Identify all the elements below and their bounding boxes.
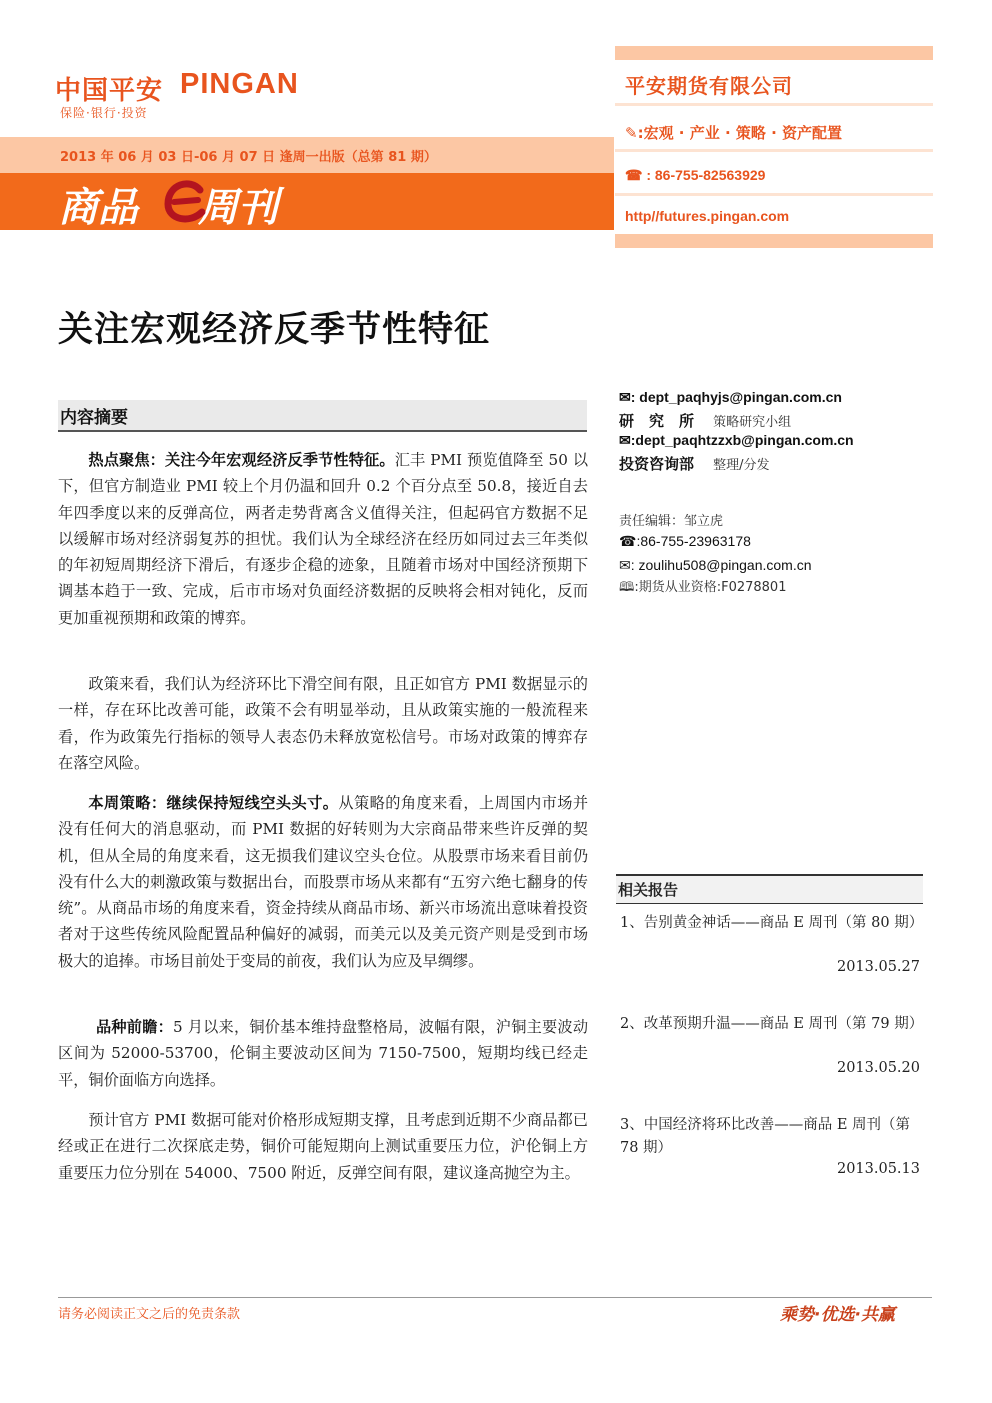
research-email[interactable]: ✉: dept_paqhyjs@pingan.com.cn bbox=[619, 389, 842, 405]
research-dept-row bbox=[619, 410, 791, 431]
consulting-dept-row bbox=[619, 453, 770, 474]
pingan-logo-tagline: 保险·银行·投资 bbox=[60, 106, 148, 120]
summary-heading: 内容摘要 bbox=[58, 400, 587, 432]
mail-icon: ✉ bbox=[619, 557, 631, 573]
phone-icon: ☎ bbox=[625, 167, 643, 183]
editor-email[interactable]: ✉: zoulihu508@pingan.com.cn bbox=[619, 557, 812, 573]
consulting-dept-label: 投资咨询部 bbox=[619, 455, 695, 473]
company-name: 平安期货有限公司 bbox=[625, 74, 793, 98]
consulting-role: 整理/分发 bbox=[713, 458, 770, 473]
phone-icon: ☎ bbox=[619, 533, 637, 549]
e-logo-icon bbox=[160, 176, 210, 226]
pen-icon: ✎ bbox=[625, 124, 638, 142]
related-report-date: 2013.05.13 bbox=[836, 1161, 920, 1177]
editor-cert: 🕮:期货从业资格:F0278801 bbox=[619, 576, 786, 600]
summary-paragraph-2: 政策来看，我们认为经济环比下滑空间有限，且正如官方 PMI 数据显示的一样，存在环比改善可能，政策不会有明显举动，且从政策实施的一般流程来看，作为政策先行指标的领导人表态仍未释放宽松信号。市场对政策的博弈存在落空风险。 bbox=[58, 675, 588, 772]
consulting-email[interactable]: ✉:dept_paqhtzzxb@pingan.com.cn bbox=[619, 432, 854, 448]
related-reports-heading: 相关报告 bbox=[616, 874, 923, 904]
footer-disclaimer[interactable]: 请务必阅读正文之后的免责条款 bbox=[58, 1307, 241, 1322]
summary-paragraph-5: 预计官方 PMI 数据可能对价格形成短期支撑，且考虑到近期不少商品都已经或正在进行二次探底走势，铜价可能短期向上测试重要压力位，沪伦铜上方重要压力位分别在 54000、7500 附近，反弹空间有限，建议逢高抛空为主。 bbox=[58, 1111, 588, 1182]
related-report-title[interactable]: 3、中国经济将环比改善——商品 E 周刊（第 78 期） bbox=[620, 1117, 911, 1156]
footer-motto: 乘势·优选·共赢 bbox=[780, 1305, 895, 1325]
masthead-left: 商品 bbox=[58, 185, 138, 231]
summary-paragraph-3: 本周策略：继续保持短线空头头寸。从策略的角度来看，上周国内市场并没有任何大的消息驱动，而 PMI 数据的好转则为大宗商品带来些许反弹的契机，但从全局的角度来看，这无损我们建议空头仓位。从股票市场来看目前仍没有什么大的刺激政策与数据出台，而股票市场从来都有“五穷六绝七翻身的传统”。从商品市场的角度来看，资金持续从商品市场、新兴市场流出意味着投资者对于这些传统风险配置品种偏好的减弱，而美元以及美元资产则是受到市场极大的追捧。市场目前处于变局的前夜，我们认为应及早绸缪。 bbox=[58, 794, 589, 970]
related-report-title[interactable]: 2、改革预期升温——商品 E 周刊（第 79 期） bbox=[620, 1016, 924, 1032]
pingan-logo-en: PINGAN bbox=[180, 68, 299, 100]
mail-icon: ✉ bbox=[619, 432, 631, 448]
related-report-date: 2013.05.27 bbox=[836, 959, 920, 975]
editor-name: 责任编辑：邹立虎 bbox=[619, 514, 724, 529]
editor-phone: ☎:86-755-23963178 bbox=[619, 533, 751, 549]
research-dept-label: 研 究 所 bbox=[619, 412, 695, 430]
company-slogan: ✎:宏观 · 产业 · 策略 · 资产配置 bbox=[625, 124, 843, 142]
research-team: 策略研究小组 bbox=[713, 415, 792, 430]
report-title: 关注宏观经济反季节性特征 bbox=[58, 310, 491, 350]
company-url[interactable]: http//futures.pingan.com bbox=[625, 208, 790, 224]
mail-icon: ✉ bbox=[619, 389, 631, 405]
summary-paragraph-1: 热点聚焦：关注今年宏观经济反季节性特征。汇丰 PMI 预览值降至 50 以下，但官方制造业 PMI 较上个月仍温和回升 0.2 个百分点至 50.8，接近自去年四季度以来的反弹高位，两者走势背离含义值得关注，但起码官方数据不足以缓解市场对经济弱复苏的担忧。我们认为全球经济在经历如同过去三年类似的年初短周期经济下滑后，有逐步企稳的迹象，且随着市场对中国经济预期下调基本趋于一致、完成，后市市场对负面经济数据的反映将会相对钝化，反而更加重视预期和政策的博弈。 bbox=[58, 451, 589, 627]
pingan-logo-cn: 中国平安 bbox=[55, 76, 164, 106]
related-report-date: 2013.05.20 bbox=[836, 1060, 920, 1076]
footer-divider bbox=[58, 1297, 932, 1298]
related-report-title[interactable]: 1、告别黄金神话——商品 E 周刊（第 80 期） bbox=[620, 915, 924, 931]
masthead-right: 周刊 bbox=[198, 185, 278, 231]
company-phone: ☎ : 86-755-82563929 bbox=[625, 167, 766, 183]
book-icon: 🕮 bbox=[619, 580, 635, 595]
issue-date-line: 2013 年 06 月 03 日-06 月 07 日 逢周一出版（总第 81 期） bbox=[60, 150, 437, 165]
summary-paragraph-4: 品种前瞻：5 月以来，铜价基本维持盘整格局，波幅有限，沪铜主要波动区间为 52000-53700，伦铜主要波动区间为 7150-7500，短期均线已经走平，铜价面临方向选择。 bbox=[58, 1018, 589, 1089]
